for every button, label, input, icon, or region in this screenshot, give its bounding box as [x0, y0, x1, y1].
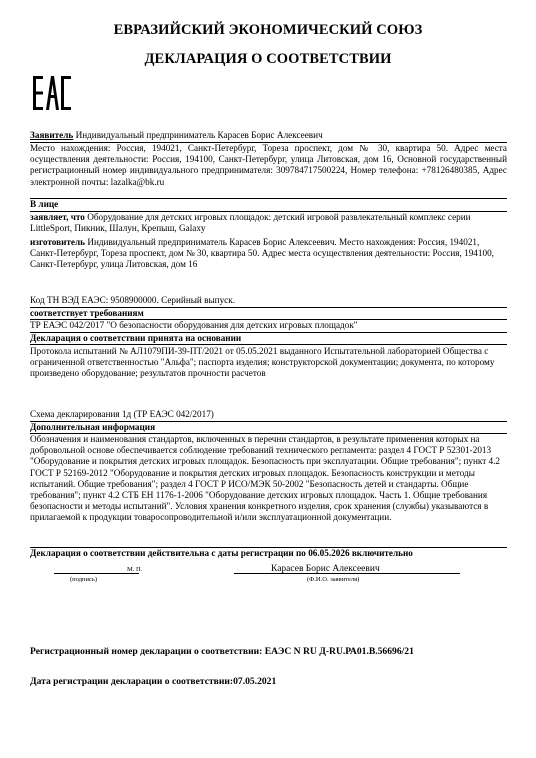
- name-caption: (Ф.И.О. заявителя): [307, 576, 360, 583]
- declares-label: заявляет, что: [30, 212, 85, 222]
- manufacturer-block: [30, 237, 507, 271]
- applicant-name: Индивидуальный предприниматель Карасев Борис Алексеевич: [75, 130, 323, 140]
- declares-text: Оборудование для детских игровых площадок: детский игровой развлекательный комплекс серии LittleSport, Пикник, Шалун, Крепыш, Galaxy: [30, 212, 471, 234]
- document-title: ДЕКЛАРАЦИЯ О СООТВЕТСТВИИ: [144, 51, 392, 67]
- stamp-label: М. П.: [127, 566, 143, 573]
- registration-number-label: Регистрационный номер декларации о соответствии:: [30, 646, 263, 657]
- basis-label: Декларация о соответствии принята на основании: [30, 333, 242, 343]
- declares-block: [30, 212, 507, 234]
- additional-text: Обозначения и наименования стандартов, включенных в перечни стандартов, в результате применения которых на добровольной основе обеспечивается соблюдение требований технического регламента: раздел 4 ГОСТ Р 52301-2013 "Оборудование и покрытия детских игровых площадок. Безопасность при эксплуатации. Общие требования"; пункт 4.2 ГОСТ Р 52169-2012 "Оборудование и покрытия детских игровых площадок. Безопасность конструкции и методы испытаний. Общие требования"; раздел 4 ГОСТ Р ИСО/МЭК 50-2002 "Безопасность детей и стандарты. Общие требования"; пункт 4.2 СТБ ЕН 1176-1-2006 "Оборудование детских игровых площадок. Часть 1. Общие требования безопасности и методы испытаний". Условия хранения конкретного изделия, срок хранения (службы) указываются в прилагаемой к продукции товаросопроводительной и/или эксплуатационной документации.: [30, 434, 501, 523]
- registration-date-line: [30, 676, 276, 687]
- applicant-line: [30, 130, 507, 141]
- signature-line: [54, 573, 139, 574]
- manufacturer-label: изготовитель: [30, 237, 86, 247]
- registration-date: 07.05.2021: [233, 676, 277, 687]
- signature-caption: (подпись): [70, 576, 97, 583]
- registration-number: ЕАЭС N RU Д-RU.РА01.В.56696/21: [264, 646, 414, 657]
- in-person-label: В лице: [30, 199, 59, 209]
- registration-date-label: Дата регистрации декларации о соответствии:: [30, 676, 234, 687]
- name-line: [234, 573, 460, 574]
- eac-logo: [32, 73, 72, 113]
- basis-text: Протокола испытаний № АЛ1079ПИ-39-ПТ/2021 от 05.05.2021 выданного Испытательной лабораторией Общества с ограниченной ответственностью "Альфа"; паспорта изделия; конструкторской документации; документа, по которому произведено оборудование; результатов прочности расчетов: [30, 346, 495, 379]
- divider: [30, 344, 507, 345]
- applicant-details: Место нахождения: Россия, 194021, Санкт-Петербург, Тореза проспект, дом № 30, квартира 50. Адрес места осуществления деятельности: Россия, 194100, Санкт-Петербург, улица Литовская, дом 16, Основной государственный регистрационный номер индивидуального предпринимателя: 309784717500224, Номер телефона: +78126480385, Адрес электронной почты: lazalka@bk.ru: [30, 143, 507, 187]
- registration-number-line: [30, 646, 414, 657]
- signer-name: Карасев Борис Алексеевич: [271, 564, 380, 574]
- additional-label: Дополнительная информация: [30, 422, 156, 432]
- validity-text: Декларация о соответствии действительна с даты регистрации по 06.05.2026 включительно: [30, 548, 413, 558]
- manufacturer-text: Индивидуальный предприниматель Карасев Борис Алексеевич. Место нахождения: Россия, 194021, Санкт-Петербург, Тореза проспект, дом № 30, квартира 50. Адрес места осуществления деятельности: Россия, 194100, Санкт-Петербург, улица Литовская, дом 16: [30, 237, 494, 270]
- requirements-text: ТР ЕАЭС 042/2017 "О безопасности оборудования для детских игровых площадок": [30, 320, 358, 330]
- applicant-label: Заявитель: [30, 130, 74, 140]
- union-title: ЕВРАЗИЙСКИЙ ЭКОНОМИЧЕСКИЙ СОЮЗ: [113, 22, 423, 38]
- declaration-scheme: Схема декларирования 1д (ТР ЕАЭС 042/2017): [30, 409, 214, 419]
- requirements-label: соответствует требованиям: [30, 308, 144, 318]
- tnved-code: Код ТН ВЭД ЕАЭС: 9508900000. Серийный выпуск.: [30, 295, 235, 305]
